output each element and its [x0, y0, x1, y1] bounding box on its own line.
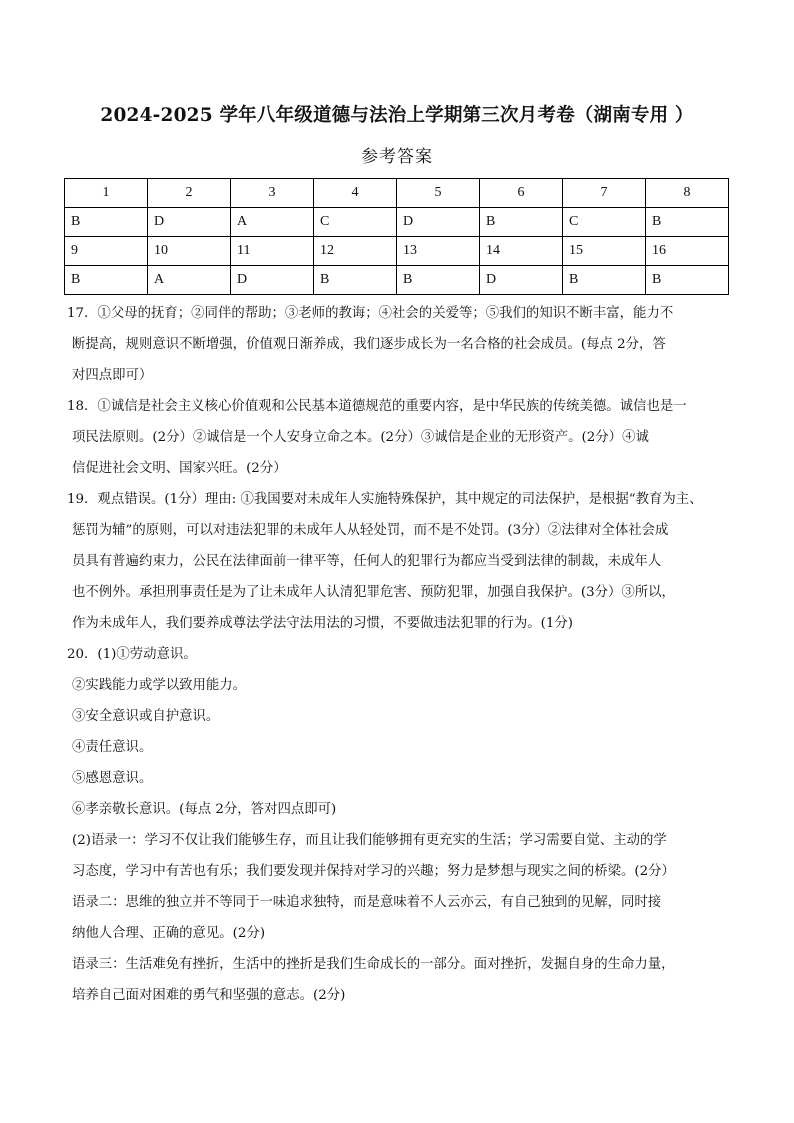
answer-cell: B [65, 266, 148, 295]
answer-cell: C [314, 208, 397, 237]
answer-18 [67, 391, 734, 484]
question-number-cell: 7 [563, 179, 646, 208]
question-number-cell: 10 [148, 237, 231, 266]
question-number-cell: 5 [397, 179, 480, 208]
document-title: 2024-2025 学年八年级道德与法治上学期第三次月考卷（湖南专用 ） [100, 105, 694, 126]
answer-cell: D [148, 208, 231, 237]
table-row [65, 266, 729, 295]
answer-19-line: 也不例外。承担刑事责任是为了让未成年人认清犯罪危害、预防犯罪，加强自我保护。(3分）③所以， [72, 585, 675, 600]
answer-20-item: ⑥孝亲敬长意识。(每点 2分，答对四点即可) [72, 802, 337, 817]
answer-20-item: ②实践能力或学以致用能力。 [72, 678, 247, 693]
question-number-cell: 1 [65, 179, 148, 208]
answer-cell: B [65, 208, 148, 237]
answer-19-line: 员具有普遍约束力，公民在法律面前一律平等，任何人的犯罪行为都应当受到法律的制裁，未成年人 [72, 554, 662, 569]
answer-20-part2-line: 培养自己面对困难的勇气和坚强的意志。(2分) [72, 988, 346, 1003]
question-number-cell: 4 [314, 179, 397, 208]
answer-20-part2-line: 习态度，学习中有苦也有乐；我们要发现并保持对学习的兴趣；努力是梦想与现实之间的桥梁。(2分） [72, 864, 675, 879]
answer-20-item: ③安全意识或自护意识。 [72, 709, 220, 724]
table-row [65, 208, 729, 237]
answer-17-line: 17．①父母的抚育；②同伴的帮助；③老师的教诲；④社会的关爱等；⑤我们的知识不断丰富，能力不 [67, 306, 674, 321]
question-number-cell: 9 [65, 237, 148, 266]
answer-19-line: 19．观点错误。(1分）理由: ①我国要对未成年人实施特殊保护，其中规定的司法保护，是根据“教育为主、 [67, 492, 703, 507]
answer-20 [67, 639, 734, 1011]
answer-20-item: ④责任意识。 [72, 740, 153, 755]
answer-20-item: ⑤感恩意识。 [72, 771, 153, 786]
question-number-cell: 15 [563, 237, 646, 266]
table-row [65, 179, 729, 208]
answer-20-part2-line: 纳他人合理、正确的意见。(2分) [72, 926, 266, 941]
answer-cell: D [397, 208, 480, 237]
answer-18-line: 信促进社会文明、国家兴旺。(2分） [72, 461, 287, 476]
answer-19-line: 作为未成年人，我们要养成尊法学法守法用法的习惯，不要做违法犯罪的行为。(1分) [72, 616, 574, 631]
answer-17-line: 断提高，规则意识不断增强，价值观日渐养成，我们逐步成长为一名合格的社会成员。(每点 2分，答 [72, 337, 666, 352]
answer-20-part2-line: (2)语录一：学习不仅让我们能够生存，而且让我们能够拥有更充实的生活；学习需要自觉、主动的学 [72, 833, 667, 848]
answer-17 [67, 298, 734, 391]
answer-body [67, 298, 734, 1011]
question-number-cell: 8 [646, 179, 729, 208]
question-number-cell: 3 [231, 179, 314, 208]
answer-cell: B [397, 266, 480, 295]
question-number-cell: 14 [480, 237, 563, 266]
answer-cell: B [646, 208, 729, 237]
answer-20-part2-line: 语录二：思维的独立并不等同于一味追求独特，而是意味着不人云亦云，有自己独到的见解，同时接 [72, 895, 662, 910]
answer-cell: D [231, 266, 314, 295]
answer-cell: C [563, 208, 646, 237]
question-number-cell: 11 [231, 237, 314, 266]
question-number-cell: 13 [397, 237, 480, 266]
answer-19 [67, 484, 734, 639]
answer-cell: B [563, 266, 646, 295]
answer-cell: A [148, 266, 231, 295]
answer-17-line: 对四点即可） [72, 368, 153, 383]
answer-20-first-line: 20．(1)①劳动意识。 [67, 647, 197, 662]
question-number-cell: 12 [314, 237, 397, 266]
answer-cell: B [314, 266, 397, 295]
answer-18-line: 项民法原则。(2分）②诚信是一个人安身立命之本。(2分）③诚信是企业的无形资产。(2分）④诚 [72, 430, 649, 445]
answer-cell: B [480, 208, 563, 237]
question-number-cell: 16 [646, 237, 729, 266]
answer-20-part2-line: 语录三：生活难免有挫折，生活中的挫折是我们生命成长的一部分。面对挫折，发掘自身的生命力量， [72, 957, 675, 972]
answer-cell: A [231, 208, 314, 237]
document-subtitle: 参考答案 [361, 147, 433, 167]
question-number-cell: 2 [148, 179, 231, 208]
answer-18-line: 18．①诚信是社会主义核心价值观和公民基本道德规范的重要内容，是中华民族的传统美德。诚信也是一 [67, 399, 687, 414]
answer-cell: B [646, 266, 729, 295]
answer-19-line: 惩罚为辅”的原则，可以对违法犯罪的未成年人从轻处罚，而不是不处罚。(3分）②法律对全体社会成 [72, 523, 669, 538]
answer-cell: D [480, 266, 563, 295]
answer-table [64, 178, 729, 295]
question-number-cell: 6 [480, 179, 563, 208]
table-row [65, 237, 729, 266]
